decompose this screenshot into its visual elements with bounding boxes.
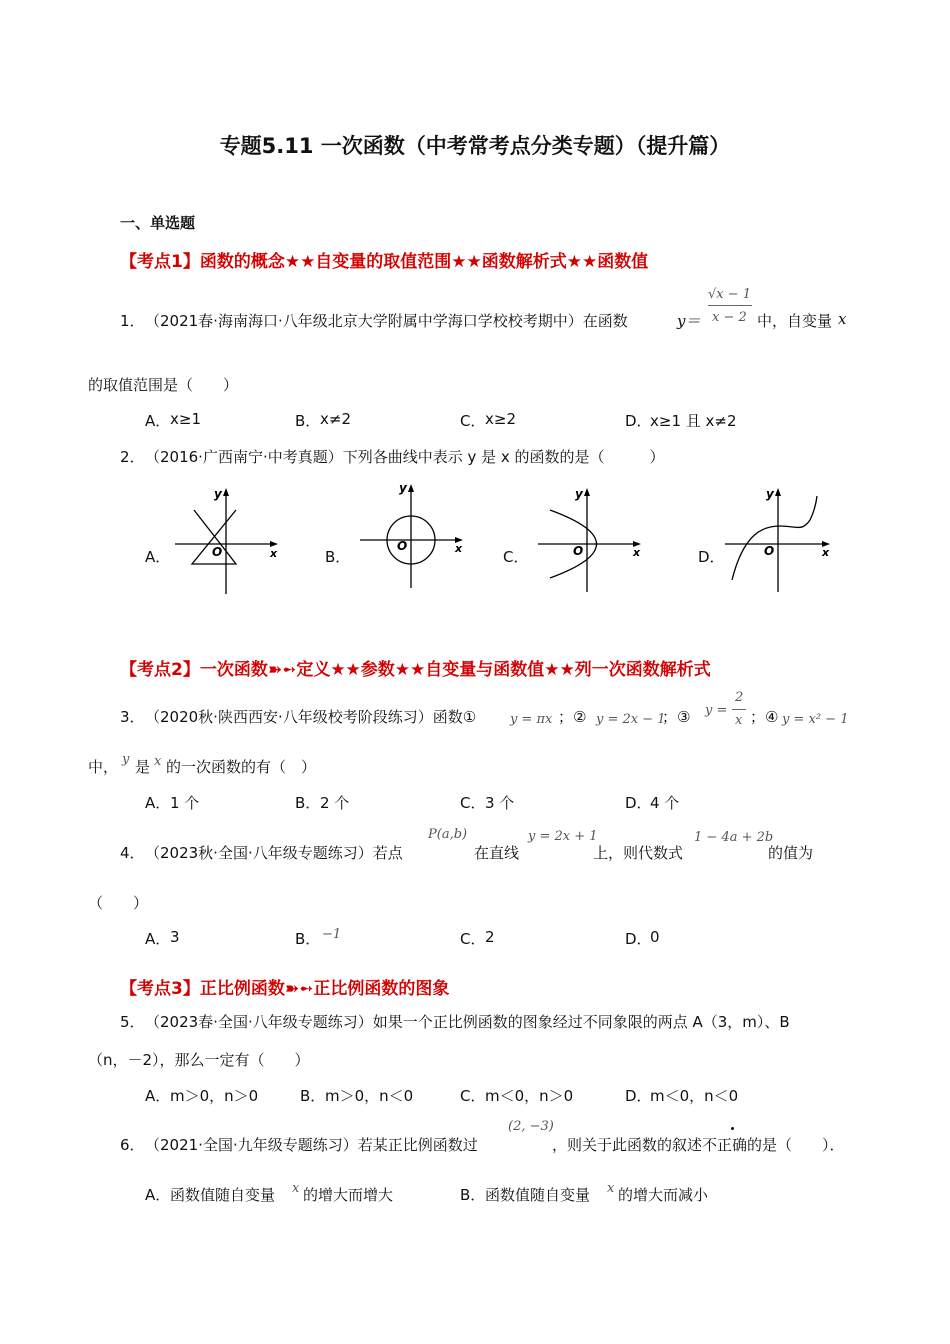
question-number: 3． [120,708,145,726]
formula-3-denominator: x [735,713,743,728]
option-b-text-end[interactable]: 的增大而减小 [618,1186,709,1204]
question-stem-line2: （ ） [88,894,149,912]
line-equation: y = 2x + 1 [528,829,598,844]
option-b[interactable]: x≠2 [320,410,351,428]
question-stem-end: 中，自变量 [757,312,833,330]
option-c[interactable]: m＜0，n＞0 [485,1087,574,1105]
question-number: 2． [120,448,145,466]
separator: ；④ [750,708,779,726]
section-heading: 一、单选题 [120,214,196,232]
formula-4: y = x² − 1 [782,712,849,727]
option-label: A． [145,930,171,948]
formula-1: y = πx [510,712,553,727]
fraction-bar [732,709,746,710]
formula-2: y = 2x − 1 [596,712,666,727]
option-label: D． [625,930,652,948]
option-label: A． [145,794,171,812]
option-a-text[interactable]: 函数值随自变量 [170,1186,276,1204]
option-label: C． [460,930,486,948]
question-stem-line2: 中， [88,758,119,776]
formula-3-numerator: 2 [735,690,744,705]
option-label: B． [300,1087,326,1105]
separator: ；② [558,708,587,726]
axis-y-label: y [399,481,407,495]
question-stem-mid: 上，则代数式 [593,844,684,862]
option-label: D． [625,412,652,430]
axis-x-label: x [455,542,463,555]
option-a[interactable]: m＞0，n＞0 [170,1087,259,1105]
option-label: A． [145,1186,171,1204]
question-number: 4． [120,844,145,862]
y-axis-arrow [775,488,781,496]
question-number: 5． [120,1013,145,1031]
question-stem-line2: 的取值范围是（ ） [88,376,239,394]
emphasis-dot [731,1127,734,1130]
option-label: B． [325,548,351,566]
axis-y-label: y [575,487,583,501]
option-b[interactable]: 2 个 [320,794,350,812]
option-a-text-end[interactable]: 的增大而增大 [303,1186,394,1204]
question-stem-line2: 是 [135,758,151,776]
graph-c[interactable] [535,482,647,597]
point-p: P(a,b) [428,827,468,842]
option-a[interactable]: 3 [170,928,180,946]
fraction-bar [708,305,752,306]
option-label: B． [295,930,321,948]
separator: ；③ [662,708,691,726]
page-title: 专题5.11 一次函数（中考常考点分类专题）（提升篇） [219,134,731,158]
algebraic-expression: 1 − 4a + 2b [694,830,774,845]
axis-y-label: y [766,487,774,501]
question-stem-end: 的值为 [768,844,814,862]
option-d[interactable]: 4 个 [650,794,680,812]
question-stem-mid: 在直线 [474,844,520,862]
option-d[interactable]: m＜0，n＜0 [650,1087,739,1105]
question-stem: （2023秋·全国·八年级专题练习）若点 [145,844,403,862]
option-b[interactable]: m＞0，n＜0 [325,1087,414,1105]
option-d[interactable]: x≥1 且 x≠2 [650,412,737,430]
question-stem: （2020秋·陕西西安·八年级校考阶段练习）函数① [145,708,477,726]
option-label: C． [503,548,529,566]
question-stem: （2021春·海南海口·八年级北京大学附属中学海口学校校考期中）在函数 [145,312,628,330]
fraction-denominator: x − 2 [712,310,747,325]
option-label: C． [460,1087,486,1105]
option-b-text[interactable]: 函数值随自变量 [485,1186,591,1204]
origin-label: O [212,545,223,559]
question-stem: （2021·全国·九年级专题练习）若某正比例函数过 [145,1136,478,1154]
option-label: A． [145,548,171,566]
option-label: C． [460,412,486,430]
fraction-numerator: √x − 1 [708,287,752,302]
origin-label: O [573,544,584,558]
variable-x: x [154,754,162,769]
option-label: C． [460,794,486,812]
variable-x: x [292,1181,300,1196]
option-a[interactable]: x≥1 [170,410,201,428]
option-label: B． [295,794,321,812]
option-label: D． [698,548,725,566]
question-stem: （2016·广西南宁·中考真题）下列各曲线中表示 y 是 x 的函数的是（ ） [145,448,665,466]
formula-3-left: y = [705,703,728,718]
option-d[interactable]: 0 [650,928,660,946]
question-stem-line2: （n，－2），那么一定有（ ） [88,1051,310,1069]
option-label: A． [145,412,171,430]
graph-d[interactable] [722,482,837,597]
axis-x-label: x [822,546,830,559]
option-label: B． [295,412,321,430]
axis-x-label: x [633,546,641,559]
variable-x: x [607,1181,615,1196]
axis-x-label: x [270,547,278,560]
y-axis-arrow [408,484,414,492]
y-axis-arrow [584,488,590,496]
kaodian-2-heading: 【考点2】一次函数➽➻定义★★参数★★自变量与函数值★★列一次函数解析式 [120,660,711,680]
question-number: 1． [120,312,145,330]
option-label: B． [460,1186,486,1204]
option-a[interactable]: 1 个 [170,794,200,812]
option-b[interactable]: −1 [322,927,342,942]
kaodian-3-heading: 【考点3】正比例函数➽➻正比例函数的图象 [120,979,450,999]
option-c[interactable]: 3 个 [485,794,515,812]
question-stem-end: ，则关于此函数的叙述不正确的是（ ）． [552,1136,845,1154]
graph-b[interactable] [355,478,467,593]
option-label: A． [145,1087,171,1105]
option-c[interactable]: x≥2 [485,410,516,428]
variable-y: y [122,752,130,767]
origin-label: O [397,539,408,553]
question-stem: （2023春·全国·八年级专题练习）如果一个正比例函数的图象经过不同象限的两点 A（3，m）、B [145,1013,790,1031]
point-coordinates: (2, −3) [508,1119,554,1134]
graph-a[interactable] [170,482,282,597]
curve [732,496,817,580]
option-c[interactable]: 2 [485,928,495,946]
option-label: D． [625,1087,652,1105]
function-y-eq: y＝ [677,312,701,330]
y-axis-arrow [223,488,229,496]
option-label: D． [625,794,652,812]
kaodian-1-heading: 【考点1】函数的概念★★自变量的取值范围★★函数解析式★★函数值 [120,252,649,272]
question-stem-line2: 的一次函数的有（ ） [166,758,317,776]
variable-x: x [838,310,847,328]
origin-label: O [764,544,775,558]
question-number: 6． [120,1136,145,1154]
axis-y-label: y [214,487,222,501]
